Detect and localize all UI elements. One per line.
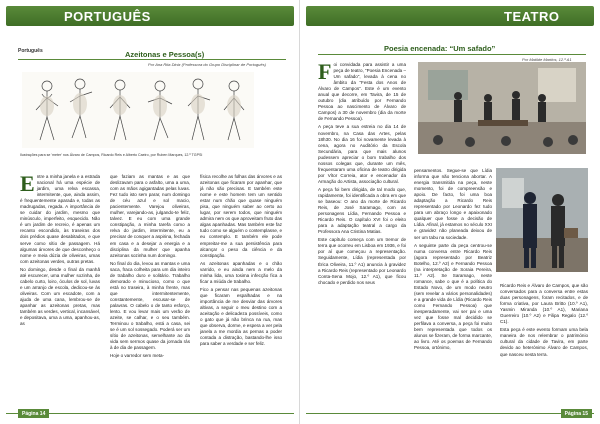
drop-cap: E (20, 174, 35, 196)
paragraph: física recolhe as folhas das árvores e as azeitonas que ficaram por apanhar, que já não são precisas. E também este nome e este homem tem um sentido estar num chão que quase ninguém pisa, que ninguém saber ao certo ao lugar, por serem todos, que ninguém admira nem os que aproveitam fruto das algas apanhadas. Mas também este faz tudo como se alguém o contemplasse, e eu contemplo. E também ele pode empreitar-me a sua persistência para alcançar o peso da ciência e da constipação. (200, 174, 282, 258)
drop-cap: F (318, 62, 332, 84)
paragraph: pensamentos. Segue-se que Lídia informa que não tenciona abortar. A energia transmitida na peça, neste momento, foi de compreensão e apoio. De facto, foi uma boa adaptação a Ricardo Reis representado por Leonardo fez tudo para um abraço longo e apaixonado qualquer que fosse a decisão de Lídia. Afinal, já estamos no século XXI e gravidez não planeada deixou de ser um tabu na sociedade. (414, 168, 492, 240)
paragraph: ntre a minha janela e a estrada nacional há uma espécie de jardim, uma relva escassa, intermitente, que, ainda assim, é frequentemente aparada e, todas as madrugadas, regada. A importância de se cuidar do jardim, mesmo que minúsculo, imperfeito, esquecido. Não é um jardim de recreio, é apenas um recanto escondido, às traseiras dos dois prédios quase desabitados, e que serve como sítio de passagem. Há algumas árvores de que desconheço o nome e meia dúzia de oliveiras, umas com azeitonas verdes, outras pretas. (20, 174, 100, 264)
title-rule (318, 54, 586, 55)
paragraph: Hoje o varredor sem meta- (110, 353, 165, 359)
section-label: Português (18, 48, 43, 54)
photo-stage-classroom (418, 62, 586, 154)
paragraph: oi convidada para assistir a uma peça de teatro, “Poesia Encenada – Um safado”, levada à cena no âmbito da “Festa dos Anos de Álvaro de Campos”. Este é um evento anual que decorre, em Tavira, de 15 de outubro (dia atribuído por Fernando Pessoa ao nascimento de Álvaro de Campos) a 30 de novembro (dia da morte de Fernando Pessoa). (318, 62, 406, 122)
article-title: Poesia encenada: “Um safado” (384, 44, 496, 53)
paragraph: Este capítulo começa com um tremor de terra que ocorreu em Lisboa em 1936, e foi por aí que começou a representação. Seguidamente, Lídia (representada por Érica Oliveira, 11.º A1) anuncia à gravidez a Ricardo Reis (representado por Leonardo Conta-Sena Mojo, 12.º A1), que ficou chocado e perdido nos seus (318, 237, 406, 285)
footer-rule (306, 413, 594, 414)
text-column-3 (200, 174, 282, 406)
right-page (300, 0, 600, 424)
paragraph: Fico a pensar nas pequenas azeitonas que ficaram espalhadas e na importância de me desviar das árvores altivas, a seguir o meu destino com a aceitação e delicadeza possíveis, como o gato que já não brinca na rua, mas que observa, dorme, e espera a ver pela janela a me mordia as pernas a poder contada a distração, bastando-lhe isso para saber a verdade e ser feliz. (200, 286, 282, 347)
paragraph: A peça teve a sua estreia no dia 14 de novembro, na Casa das Artes, pelas 18h30. No dia 16 foi novamente levada à cena, agora no Auditório da Escola Secundária, para que mais alunos pudessem apreciar o bom trabalho dos nossos colegas que, durante um mês, frequentaram uma oficina de teatro dirigida por Vítor Correia, ator e encenador da Armação do Artista, associação cultural. (318, 124, 406, 184)
section-banner-teatro: TEATRO (306, 6, 594, 26)
article-title: Azeitonas e Pessoa(s) (125, 50, 205, 59)
text-column-1 (20, 174, 100, 396)
photo-actors (496, 168, 588, 272)
page-number: Página 14 (18, 409, 49, 418)
stage-scene (418, 62, 586, 154)
title-rule (18, 59, 286, 60)
text-column-2 (110, 174, 190, 406)
text-column-a (318, 62, 406, 412)
section-banner-portugues: PORTUGUÊS (6, 6, 294, 26)
article-author: Por Matilde Martins, 12.º A1 (522, 57, 572, 62)
illustration-caption: Ilustrações para se 'meter' nos Álvaro de Campos, Ricardo Reis e Alberto Caeiro, por Ruben Marques, 12.º TGPSI (20, 153, 203, 157)
actors-scene (496, 168, 588, 272)
paragraph: No domingo, desde o final da manhã até escurecer, uma mulher sozinha, de cabelo curto, loiro, óculos de sol, luvas e um arranjo de escola, dedicou-se às oliveiras. Com um escadote, com a ajuda de uma cana, lembrou-se de apanhar as azeitonas pretas, mas também as verdes, vertical, incansável, e depositava, uma a uma, apanhou-as, as (20, 266, 100, 327)
illustration-figures (22, 72, 254, 148)
text-column-c (500, 283, 588, 395)
paragraph: No final do dia, levou as mantas e uma saca, fraca colheita para um dia inteiro de trabalho duro e solitário. Trabalho demorado e minucioso, como o que está no traseira, à minha frente, mas que intermitentemente, constantemente, escusar-se de palavras. O cabelo o de tanto esforço, lento. E vou levar mais um verão de azeite, se calhar, e o seu também. Terminou o trabalho, está a casa, sei se é um sol sossegado. Poderá ser um sítio de azeitonas, semelhante ao da vida sem sermos quase da jornada rás à de dia de passagem. (110, 260, 190, 351)
paragraph: A peça foi bem dirigida, de tal modo que, rapidamente, foi identificada a obra em que se baseou: O ano da morte de Ricardo Reis, de José Saramago, com as personagens Lídia, Fernando Pessoa e Ricardo Reis. O capítulo XVI foi o eleito para a adaptação teatral a cargo da Professora Ana Cristina Matias. (318, 186, 406, 235)
paragraph: A seguinte parte da peça centrou-se numa conversa entre Ricardo Reis (agora representado por Beatriz Botelho, 12.º A2) e Fernando Pessoa (na interpretação de Soraia Pereira, 11.º A2). Se Saramago, neste romance, sabe o que é a política do Estado Novo, de um modo neutro (sem revelar a vários personalidades) e a grande vida de Lídia (Ricardo Reis como Fernando Pessoa) que inesperadamente, vai ser pai e uma vez que fosse mal decidido se perfilava a conversa, a peça foi muito bem representada que todos os alunos se fizeram, de forma marcante, ao livro. Até os poemas de Fernando Pessoa, ortónimo, (414, 242, 492, 351)
paragraph: que faziam as mantas e as que deslizavam para o asfalto, uma a uma, com as mãos agigantadas pelas luvas. Fez tudo isto sem parar, num domingo de céu azul e sol macio, pacientemente. Varejou oliveiras, mulher, varejando-as, julgando-te feliz, talvez. E eu com uma grande constipação, a minha tarefa como a relva do jardim, intermitente, eu a precisar de conquer a aspirina, fechada em casa e a desejar a energia e a disciplina da mulher que apanha azeitonas sozinha num domingo. (110, 174, 190, 258)
page-number: Página 15 (561, 409, 592, 418)
text-column-b (414, 168, 492, 412)
article-author: Por Ana Rita Diniz (Professora do Grupo Disciplinar de Português) (148, 62, 266, 67)
paragraph: Esta peça é este evento formam uma bela maneira de nos relembrar o património cultural da cidade de Tavira, em parte devido ao heterónimo Álvaro de Campos, que nasceu nesta terra. (500, 327, 588, 357)
paragraph: Ricardo Reis e Álvaro de Campos, que são conversados para a conversa entre estas duas personagens, foram recitados, e de forma criativa, por Laura Britto (10.º A1), Yasmin Miranda (10.º A1), Mariana Guerreiro (10.º A2) e Filipa Regalo (12.º C1). (500, 283, 588, 325)
paragraph: As azeitonas apanhadas e o chão varrido, e eu ainda nem a melo da minha lida, uma tosima infecção fica a ficar a miúda de trabalho. (200, 260, 282, 284)
figures-drawing (22, 72, 254, 148)
